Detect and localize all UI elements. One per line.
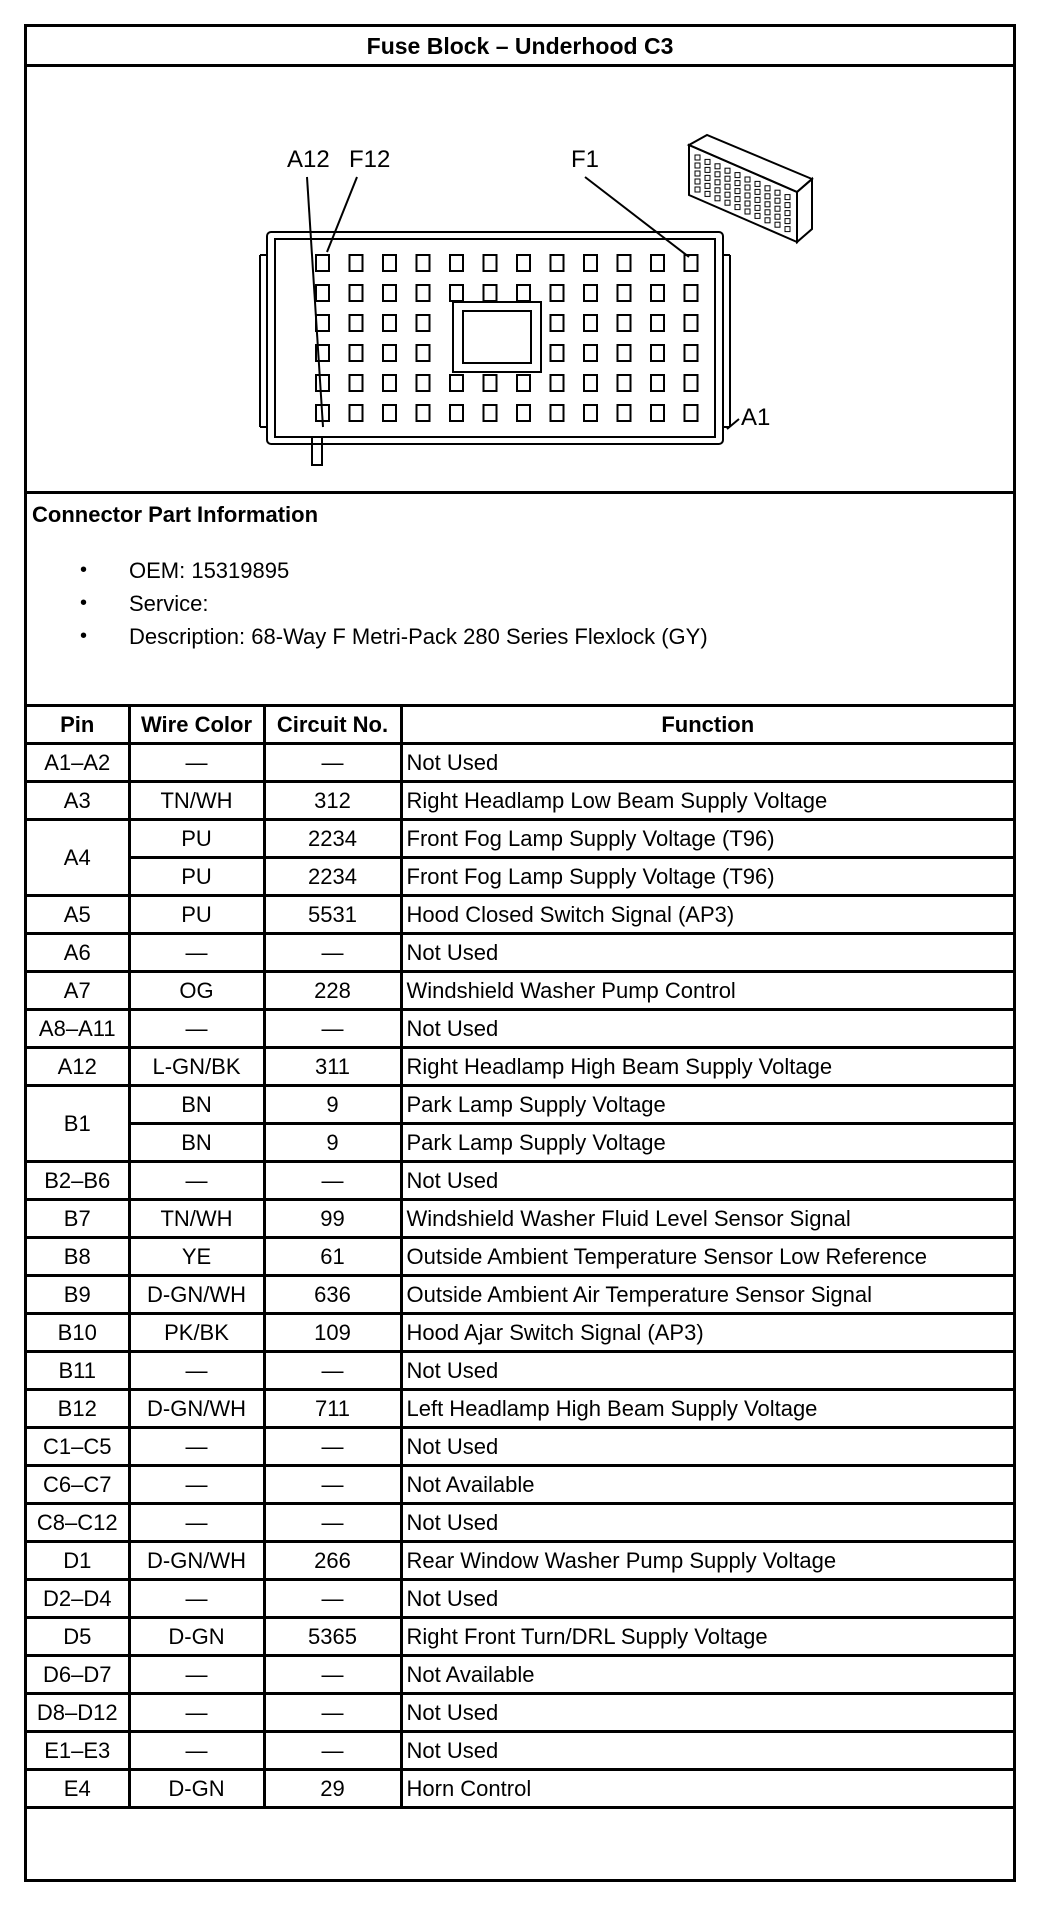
circuit-cell: — — [264, 1428, 401, 1466]
pin-cavity-grid — [316, 255, 698, 421]
part-info-text: Description: 68-Way F Metri-Pack 280 Series Flexlock (GY) — [129, 624, 708, 649]
function-cell: Outside Ambient Air Temperature Sensor Signal — [401, 1276, 1013, 1314]
thumbnail-cavity — [735, 181, 740, 186]
pin-cavity — [484, 375, 497, 391]
table-row — [27, 858, 1013, 896]
thumbnail-side — [797, 179, 812, 242]
table-row — [27, 1428, 1013, 1466]
pin-cavity — [383, 375, 396, 391]
function-cell: Left Headlamp High Beam Supply Voltage — [401, 1390, 1013, 1428]
housing-inner-outline — [275, 239, 715, 437]
table-row — [27, 1656, 1013, 1694]
pin-cavity — [651, 345, 664, 361]
circuit-cell: 2234 — [264, 820, 401, 858]
column-header-function: Function — [401, 707, 1013, 744]
table-row — [27, 1390, 1013, 1428]
pin-cavity — [383, 255, 396, 271]
circuit-cell: — — [264, 1580, 401, 1618]
function-cell: Rear Window Washer Pump Supply Voltage — [401, 1542, 1013, 1580]
pin-cavity — [651, 405, 664, 421]
wire-color-cell: — — [129, 1428, 264, 1466]
table-row — [27, 1086, 1013, 1124]
pin-cavity — [350, 375, 363, 391]
pin-cell: A7 — [27, 972, 129, 1010]
circuit-cell: — — [264, 1010, 401, 1048]
circuit-cell: 2234 — [264, 858, 401, 896]
thumbnail-cavity — [745, 177, 750, 182]
thumbnail-cavity — [755, 213, 760, 218]
pin-cell: C6–C7 — [27, 1466, 129, 1504]
thumbnail-cavity — [725, 200, 730, 205]
thumbnail-cavity — [715, 180, 720, 185]
table-row — [27, 1694, 1013, 1732]
table-row — [27, 934, 1013, 972]
pin-cavity — [618, 255, 631, 271]
wire-color-cell: D-GN — [129, 1770, 264, 1808]
thumbnail-cavity — [785, 203, 790, 208]
table-row — [27, 896, 1013, 934]
thumbnail-cavity — [745, 193, 750, 198]
pin-cavity — [383, 315, 396, 331]
pin-cavity — [417, 375, 430, 391]
wire-color-cell: D-GN/WH — [129, 1276, 264, 1314]
section-heading: Connector Part Information — [32, 502, 319, 527]
thumbnail-cavity — [755, 205, 760, 210]
wire-color-cell: YE — [129, 1238, 264, 1276]
circuit-cell: 9 — [264, 1086, 401, 1124]
pin-cell: B2–B6 — [27, 1162, 129, 1200]
pin-cavity — [584, 405, 597, 421]
bullet: • — [80, 592, 88, 614]
connector-face-drawing — [27, 67, 1013, 491]
table-row — [27, 1276, 1013, 1314]
function-cell: Not Used — [401, 1428, 1013, 1466]
wire-color-cell: BN — [129, 1124, 264, 1162]
circuit-cell: 711 — [264, 1390, 401, 1428]
function-cell: Windshield Washer Pump Control — [401, 972, 1013, 1010]
wire-color-cell: D-GN/WH — [129, 1542, 264, 1580]
table-row — [27, 1200, 1013, 1238]
table-row — [27, 1618, 1013, 1656]
pin-cavity — [383, 345, 396, 361]
function-cell: Not Used — [401, 1694, 1013, 1732]
pin-cavity — [517, 255, 530, 271]
thumbnail-cavity — [735, 173, 740, 178]
pin-cavity — [417, 285, 430, 301]
thumbnail-cavity — [735, 189, 740, 194]
function-cell: Not Available — [401, 1656, 1013, 1694]
table-row — [27, 1732, 1013, 1770]
pin-cavity — [618, 315, 631, 331]
f12-leader-line — [327, 177, 357, 252]
thumbnail-cavity — [725, 168, 730, 173]
table-row — [27, 1770, 1013, 1808]
thumbnail-cavity — [695, 155, 700, 160]
pin-cell: B8 — [27, 1238, 129, 1276]
pin-cavity — [350, 405, 363, 421]
circuit-cell: 61 — [264, 1238, 401, 1276]
pin-cavity — [618, 345, 631, 361]
function-cell: Right Headlamp High Beam Supply Voltage — [401, 1048, 1013, 1086]
thumbnail-cavity — [755, 197, 760, 202]
bullet: • — [80, 625, 88, 647]
function-cell: Right Headlamp Low Beam Supply Voltage — [401, 782, 1013, 820]
thumbnail-cavity — [775, 190, 780, 195]
thumbnail-cavity — [775, 214, 780, 219]
part-info-text: OEM: 15319895 — [129, 558, 290, 583]
part-info-oem — [27, 554, 708, 587]
thumbnail-cavity — [715, 196, 720, 201]
circuit-cell: — — [264, 1732, 401, 1770]
wire-color-cell: — — [129, 1010, 264, 1048]
pin-cell: E1–E3 — [27, 1732, 129, 1770]
table-row — [27, 782, 1013, 820]
pin-cavity — [651, 375, 664, 391]
part-info-service — [27, 587, 708, 620]
pin-cell: A1–A2 — [27, 744, 129, 782]
thumbnail-cavity — [785, 195, 790, 200]
pin-cell: B12 — [27, 1390, 129, 1428]
pin-cavity — [417, 405, 430, 421]
pin-cavity — [618, 375, 631, 391]
pin-cavity — [417, 315, 430, 331]
pin-cell: A6 — [27, 934, 129, 972]
circuit-cell: 5531 — [264, 896, 401, 934]
thumbnail-cavity — [705, 159, 710, 164]
pin-cavity — [350, 285, 363, 301]
table-row — [27, 1010, 1013, 1048]
circuit-cell: — — [264, 934, 401, 972]
table-row — [27, 1466, 1013, 1504]
pin-cell: B9 — [27, 1276, 129, 1314]
function-cell: Not Used — [401, 1010, 1013, 1048]
pin-cavity — [584, 375, 597, 391]
circuit-cell: — — [264, 744, 401, 782]
wire-color-cell: — — [129, 1504, 264, 1542]
wire-color-cell: PU — [129, 820, 264, 858]
pin-cell: C1–C5 — [27, 1428, 129, 1466]
thumbnail-cavity — [765, 210, 770, 215]
pin-cavity — [651, 255, 664, 271]
pin-cell: A12 — [27, 1048, 129, 1086]
thumbnail-cavity — [765, 186, 770, 191]
table-row — [27, 1580, 1013, 1618]
pin-cavity — [551, 285, 564, 301]
circuit-cell: — — [264, 1656, 401, 1694]
pin-cavity — [551, 255, 564, 271]
thumbnail-cavity — [695, 179, 700, 184]
thumbnail-cavity — [745, 201, 750, 206]
label-f1: F1 — [571, 146, 600, 173]
part-info-text: Service: — [129, 591, 209, 616]
wire-color-cell: — — [129, 1580, 264, 1618]
circuit-cell: — — [264, 1504, 401, 1542]
wire-color-cell: — — [129, 934, 264, 972]
pin-cavity — [551, 375, 564, 391]
circuit-cell: — — [264, 1466, 401, 1504]
table-body — [27, 744, 1013, 1808]
thumbnail-cavity — [785, 219, 790, 224]
wire-color-cell: — — [129, 1352, 264, 1390]
pin-cavity — [584, 345, 597, 361]
pin-cell: E4 — [27, 1770, 129, 1808]
function-cell: Not Used — [401, 1162, 1013, 1200]
pin-cavity — [517, 375, 530, 391]
pin-cavity — [551, 405, 564, 421]
thumbnail-cavity — [715, 164, 720, 169]
pin-cavity — [651, 285, 664, 301]
thumbnail-cavity — [705, 191, 710, 196]
pin-cavity — [551, 315, 564, 331]
circuit-cell: — — [264, 1162, 401, 1200]
pin-cavity — [484, 285, 497, 301]
table-row — [27, 1048, 1013, 1086]
table-row — [27, 744, 1013, 782]
center-key-inner — [463, 311, 531, 363]
page-title: Fuse Block – Underhood C3 — [27, 27, 1013, 67]
pin-cavity — [517, 285, 530, 301]
pin-cavity — [450, 255, 463, 271]
table-row — [27, 1124, 1013, 1162]
function-cell: Hood Closed Switch Signal (AP3) — [401, 896, 1013, 934]
wire-color-cell: L-GN/BK — [129, 1048, 264, 1086]
wire-color-cell: PU — [129, 858, 264, 896]
pin-cavity — [584, 285, 597, 301]
part-info-list — [27, 554, 708, 653]
pin-cavity — [651, 315, 664, 331]
pin-cell: B7 — [27, 1200, 129, 1238]
column-header-circuit: Circuit No. — [264, 707, 401, 744]
pin-cell: A5 — [27, 896, 129, 934]
thumbnail-cavity-grid — [695, 155, 790, 232]
pin-cell: D1 — [27, 1542, 129, 1580]
thumbnail-cavity — [745, 185, 750, 190]
circuit-cell: 29 — [264, 1770, 401, 1808]
table-row — [27, 972, 1013, 1010]
function-cell: Not Used — [401, 1352, 1013, 1390]
thumbnail-cavity — [735, 205, 740, 210]
thumbnail-cavity — [725, 176, 730, 181]
thumbnail-cavity — [725, 192, 730, 197]
pin-cavity — [383, 405, 396, 421]
circuit-cell: 312 — [264, 782, 401, 820]
circuit-cell: — — [264, 1694, 401, 1732]
wire-color-cell: — — [129, 744, 264, 782]
thumbnail-cavity — [745, 209, 750, 214]
wire-color-cell: — — [129, 1162, 264, 1200]
function-cell: Horn Control — [401, 1770, 1013, 1808]
function-cell: Windshield Washer Fluid Level Sensor Signal — [401, 1200, 1013, 1238]
pin-cell: B1 — [27, 1086, 129, 1162]
thumbnail-cavity — [705, 175, 710, 180]
wire-color-cell: D-GN — [129, 1618, 264, 1656]
pin-cell: A3 — [27, 782, 129, 820]
table-row — [27, 1504, 1013, 1542]
pin-cell: C8–C12 — [27, 1504, 129, 1542]
pin-cell: D8–D12 — [27, 1694, 129, 1732]
a1-leader-line — [727, 419, 739, 429]
pin-cavity — [417, 255, 430, 271]
function-cell: Right Front Turn/DRL Supply Voltage — [401, 1618, 1013, 1656]
pin-cavity — [350, 255, 363, 271]
pin-cavity — [584, 315, 597, 331]
wire-color-cell: PU — [129, 896, 264, 934]
pin-cavity — [450, 405, 463, 421]
function-cell: Not Used — [401, 1580, 1013, 1618]
circuit-cell: 228 — [264, 972, 401, 1010]
connector-sheet — [24, 24, 1016, 1882]
thumbnail-cavity — [695, 171, 700, 176]
pin-cavity — [517, 405, 530, 421]
thumbnail-cavity — [695, 187, 700, 192]
function-cell: Not Used — [401, 1732, 1013, 1770]
center-key-outer — [453, 302, 541, 372]
wire-color-cell: D-GN/WH — [129, 1390, 264, 1428]
thumbnail-cavity — [765, 202, 770, 207]
wire-color-cell: PK/BK — [129, 1314, 264, 1352]
thumbnail-cavity — [775, 198, 780, 203]
thumbnail-cavity — [715, 188, 720, 193]
thumbnail-cavity — [775, 222, 780, 227]
pin-cavity — [350, 315, 363, 331]
pin-cavity — [450, 285, 463, 301]
table-row — [27, 820, 1013, 858]
thumbnail-cavity — [785, 227, 790, 232]
pin-cavity — [484, 405, 497, 421]
pin-cavity — [618, 405, 631, 421]
thumbnail-cavity — [785, 211, 790, 216]
column-header-pin: Pin — [27, 707, 129, 744]
function-cell: Front Fog Lamp Supply Voltage (T96) — [401, 858, 1013, 896]
connector-diagram — [27, 67, 1013, 494]
wire-color-cell: — — [129, 1466, 264, 1504]
pin-cavity — [584, 255, 597, 271]
f1-leader-line — [585, 177, 689, 257]
thumbnail-cavity — [755, 181, 760, 186]
wire-color-cell: — — [129, 1694, 264, 1732]
circuit-cell: 311 — [264, 1048, 401, 1086]
circuit-cell: 5365 — [264, 1618, 401, 1656]
pin-cavity — [618, 285, 631, 301]
wire-color-cell: TN/WH — [129, 1200, 264, 1238]
thumbnail-cavity — [765, 218, 770, 223]
pin-cavity — [450, 375, 463, 391]
pin-cavity — [685, 375, 698, 391]
pin-function-table — [27, 707, 1013, 1809]
table-header-row — [27, 707, 1013, 744]
function-cell: Front Fog Lamp Supply Voltage (T96) — [401, 820, 1013, 858]
circuit-cell: 109 — [264, 1314, 401, 1352]
function-cell: Park Lamp Supply Voltage — [401, 1086, 1013, 1124]
thumbnail-cavity — [705, 183, 710, 188]
pin-cell: D5 — [27, 1618, 129, 1656]
housing-latch — [312, 437, 322, 465]
table-row — [27, 1238, 1013, 1276]
pin-cell: D6–D7 — [27, 1656, 129, 1694]
thumbnail-cavity — [695, 163, 700, 168]
wire-color-cell: — — [129, 1732, 264, 1770]
function-cell: Not Available — [401, 1466, 1013, 1504]
pin-cell: B11 — [27, 1352, 129, 1390]
pin-cell: A4 — [27, 820, 129, 896]
wire-color-cell: BN — [129, 1086, 264, 1124]
pin-cavity — [484, 255, 497, 271]
thumbnail-cavity — [705, 167, 710, 172]
label-f12: F12 — [349, 146, 391, 173]
pin-cell: B10 — [27, 1314, 129, 1352]
circuit-cell: 99 — [264, 1200, 401, 1238]
circuit-cell: 9 — [264, 1124, 401, 1162]
function-cell: Not Used — [401, 744, 1013, 782]
wire-color-cell: OG — [129, 972, 264, 1010]
pin-cell: D2–D4 — [27, 1580, 129, 1618]
thumbnail-cavity — [775, 206, 780, 211]
function-cell: Hood Ajar Switch Signal (AP3) — [401, 1314, 1013, 1352]
thumbnail-cavity — [765, 194, 770, 199]
housing-outline — [267, 232, 723, 444]
pin-cavity — [316, 315, 329, 331]
thumbnail-cavity — [755, 189, 760, 194]
circuit-cell: — — [264, 1352, 401, 1390]
thumbnail-cavity — [725, 184, 730, 189]
pin-cavity — [685, 345, 698, 361]
circuit-cell: 636 — [264, 1276, 401, 1314]
table-row — [27, 1542, 1013, 1580]
table-row — [27, 1162, 1013, 1200]
table-row — [27, 1352, 1013, 1390]
pin-cavity — [685, 255, 698, 271]
part-info-description — [27, 620, 708, 653]
thumbnail-cavity — [735, 197, 740, 202]
pin-cavity — [316, 375, 329, 391]
pin-cavity — [685, 405, 698, 421]
wire-color-cell: — — [129, 1656, 264, 1694]
function-cell: Park Lamp Supply Voltage — [401, 1124, 1013, 1162]
function-cell: Not Used — [401, 934, 1013, 972]
pin-cavity — [350, 345, 363, 361]
circuit-cell: 266 — [264, 1542, 401, 1580]
label-a12: A12 — [287, 146, 330, 173]
connector-part-information — [27, 494, 1013, 707]
pin-cavity — [316, 255, 329, 271]
thumbnail-cavity — [715, 172, 720, 177]
pin-cavity — [551, 345, 564, 361]
pin-cavity — [685, 315, 698, 331]
bullet: • — [80, 559, 88, 581]
table-row — [27, 1314, 1013, 1352]
pin-cavity — [383, 285, 396, 301]
function-cell: Not Used — [401, 1504, 1013, 1542]
pin-cavity — [417, 345, 430, 361]
label-a1: A1 — [741, 404, 771, 431]
pin-cell: A8–A11 — [27, 1010, 129, 1048]
column-header-wire-color: Wire Color — [129, 707, 264, 744]
pin-cavity — [685, 285, 698, 301]
pin-cavity — [316, 285, 329, 301]
wire-color-cell: TN/WH — [129, 782, 264, 820]
function-cell: Outside Ambient Temperature Sensor Low Reference — [401, 1238, 1013, 1276]
